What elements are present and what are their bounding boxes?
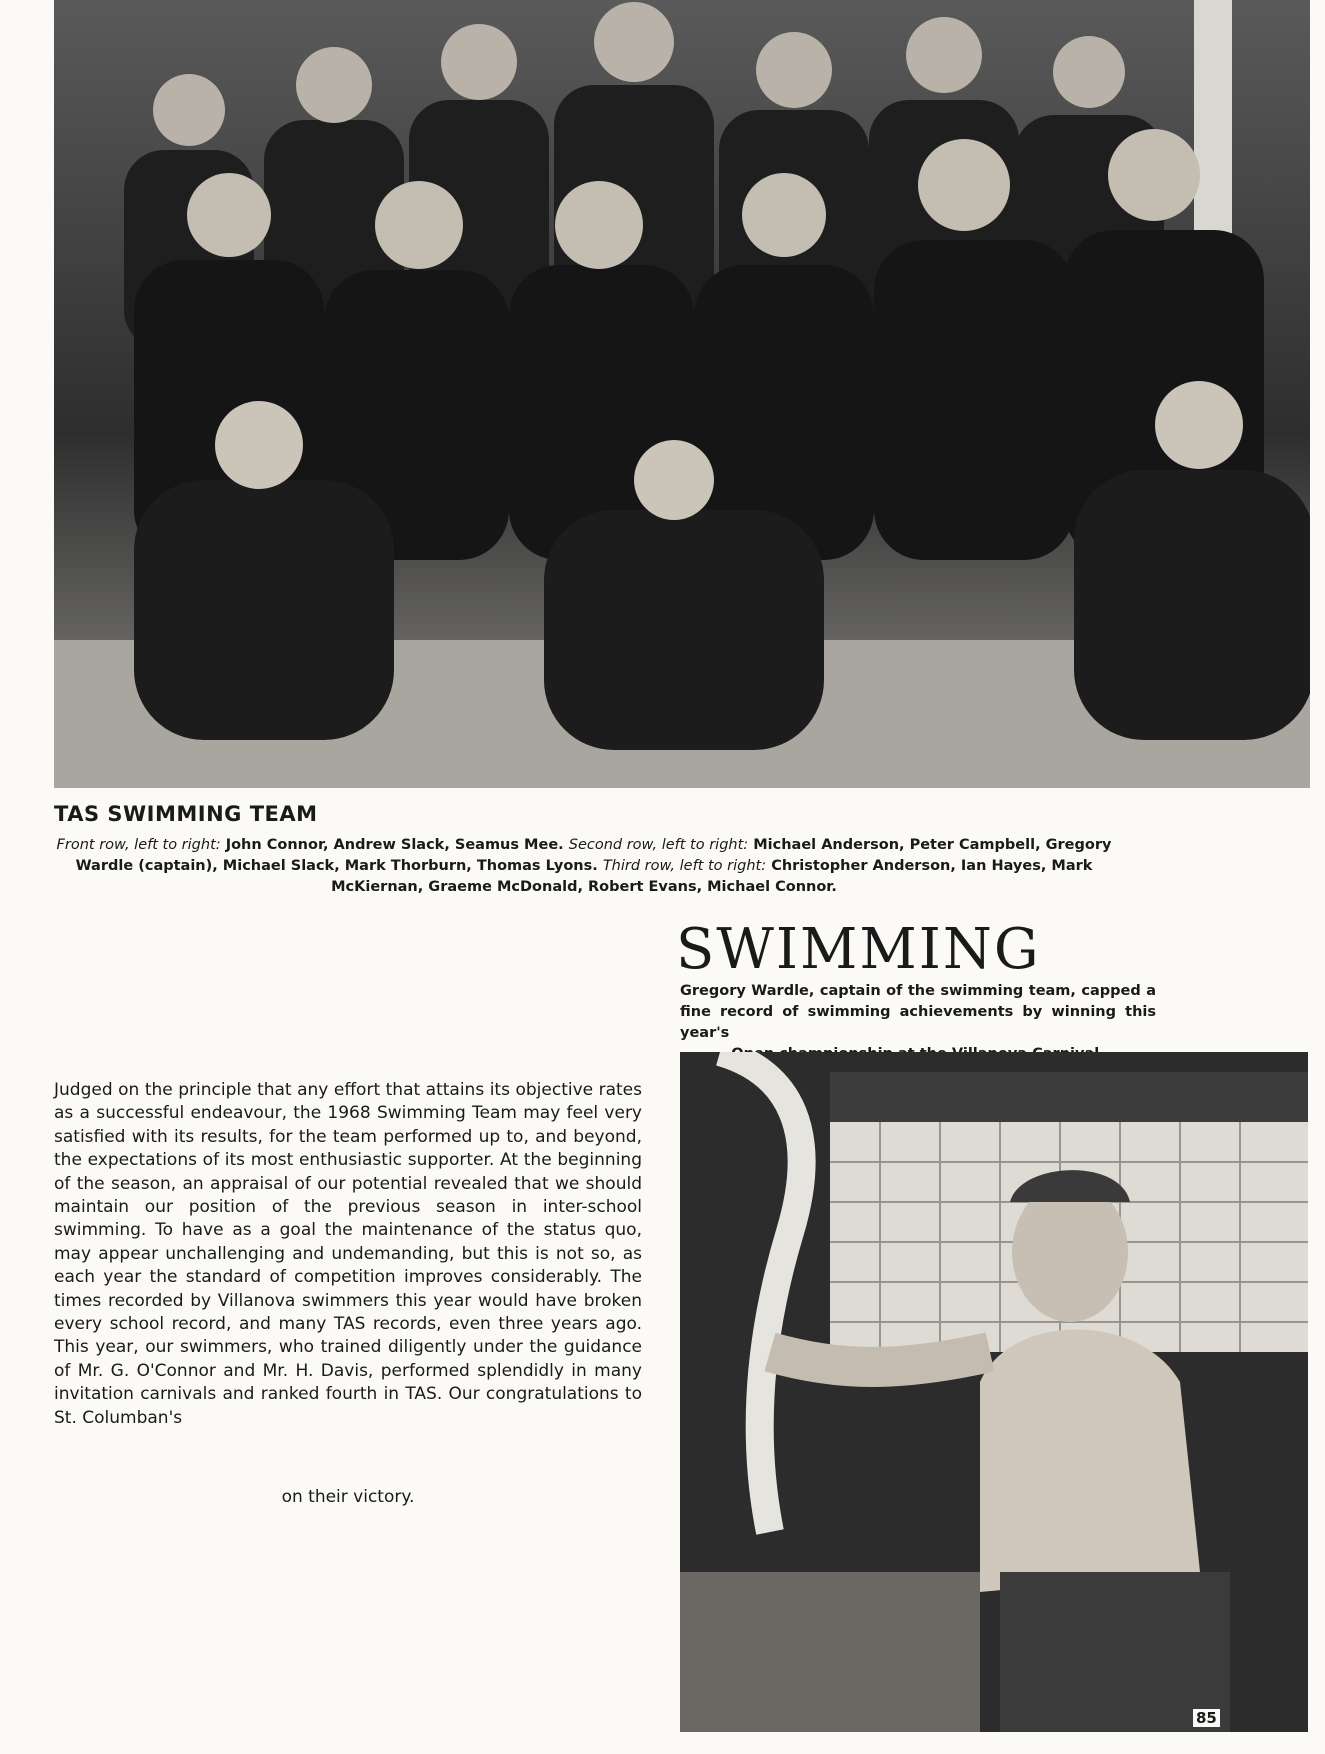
front-row-names: John Connor, Andrew Slack, Seamus Mee.: [225, 837, 564, 853]
article-body: Judged on the principle that any effort that attains its objective rates as a successful endeavour, the 1968 Swimming Team may feel very satisfied with its results, for the team performed up to, and beyond, the expectations of its most enthusiastic supporter. At the beginning of the season, an appraisal of our potential revealed that we should maintain our position of the previous season in inter-school swimming. To have as a goal the maintenance of the status quo, may appear unchallenging and undemanding, but this is not so, as each year the standard of competition improves considerably. The times recorded by Villanova swimmers this year would have broken every school record, and many TAS records, even three years ago. This year, our swimmers, who trained diligently under the guidance of Mr. G. O'Connor and Mr. H. Davis, performed splendidly in many invitation carnivals and ranked fourth in TAS. Our congratulations to St. Columban's: [54, 1080, 642, 1428]
swimmer-photo-caption-main: Gregory Wardle, captain of the swimming team, capped a fine record of swimming achievements by winning this year's: [680, 983, 1156, 1041]
article-body-end: on their victory.: [281, 1487, 415, 1507]
section-heading: SWIMMING: [676, 917, 1041, 982]
team-photo-title: TAS SWIMMING TEAM: [54, 802, 318, 826]
team-photo-caption: [54, 835, 1114, 898]
team-photo: [54, 0, 1310, 788]
swimmer-photo: [680, 1052, 1308, 1732]
second-row-label: Second row, left to right:: [568, 837, 749, 853]
third-row-names: Christopher Anderson, Ian Hayes, Mark McKiernan, Graeme McDonald, Robert Evans, Michael Connor.: [331, 858, 1093, 895]
third-row-label: Third row, left to right:: [602, 858, 767, 874]
page-number: 85: [1193, 1709, 1220, 1727]
front-row-label: Front row, left to right:: [56, 837, 221, 853]
second-row-names: Michael Anderson, Peter Campbell, Gregory Wardle (captain), Michael Slack, Mark Thorburn, Thomas Lyons.: [75, 837, 1112, 874]
